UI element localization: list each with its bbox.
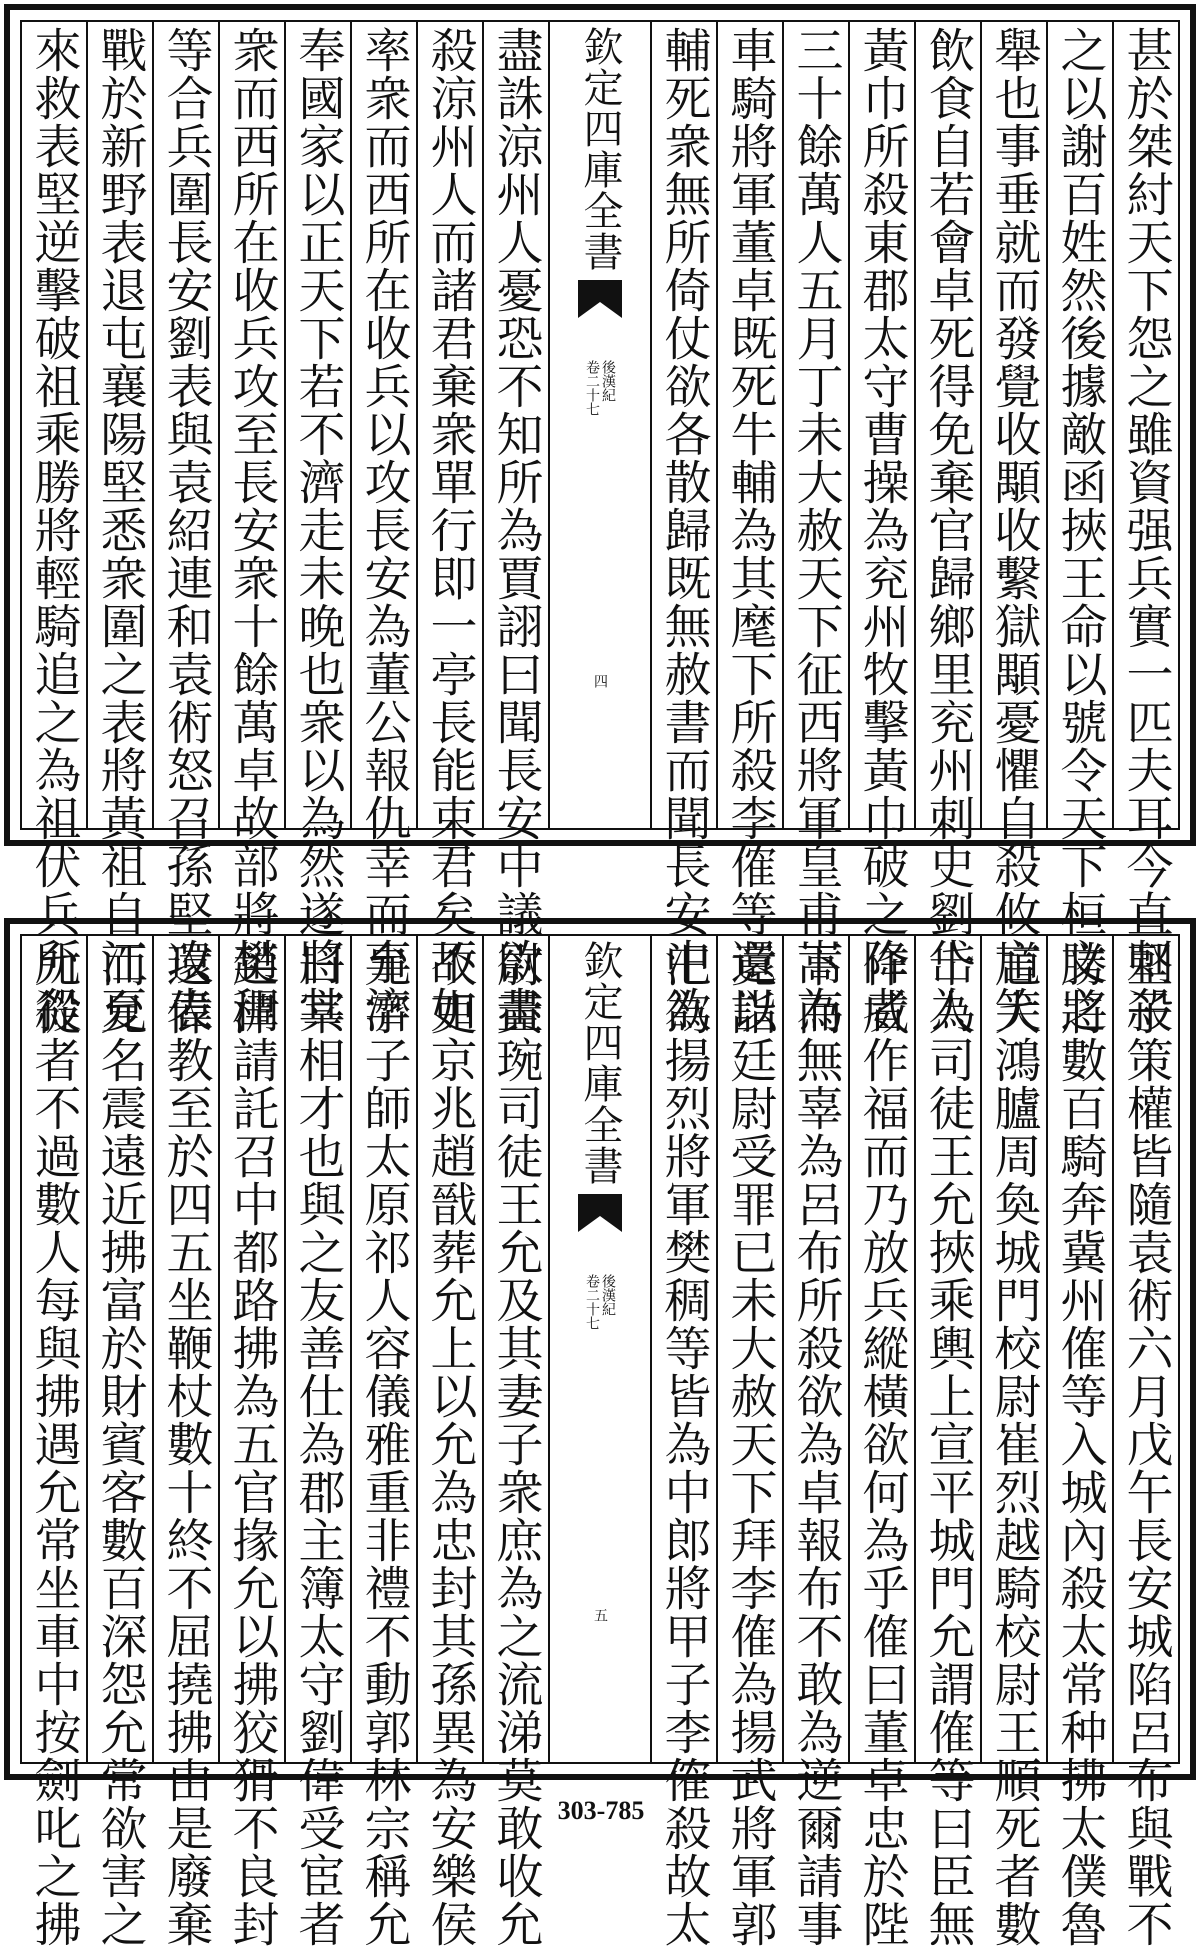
text-column: [716, 936, 782, 1948]
column-text: 輔死衆無所倚仗欲各散歸既無赦書而聞長安中欲: [656, 26, 712, 1034]
fishtail-mark-icon: [576, 280, 624, 320]
text-column: [848, 936, 914, 1948]
spine-title: 欽定四庫全書: [577, 26, 623, 272]
text-column: [482, 936, 548, 1948]
center-fold-spine: [548, 936, 650, 1762]
text-column: [716, 22, 782, 1034]
column-text: 曰宰相才也與之友善仕為郡主簿太守劉偉受宦者: [290, 940, 346, 1948]
column-text: 車騎將軍董卓既死牛輔為其麾下所殺李傕等還以: [722, 26, 778, 1034]
text-column: [1046, 936, 1112, 1948]
center-fold-spine: [548, 22, 650, 828]
text-column: [650, 22, 716, 1034]
text-column: [482, 22, 548, 1034]
spine-book: 後漢紀: [600, 1274, 616, 1316]
text-column: [350, 936, 416, 1948]
text-column: [650, 936, 716, 1948]
text-column: [22, 936, 86, 1948]
text-column: [218, 936, 284, 1948]
text-column: [914, 22, 980, 1034]
spine-folio: 四: [592, 674, 608, 688]
column-text: 黃巾所殺東郡太守曹操為兖州牧擊黃巾破之降者: [854, 26, 910, 1034]
spine-volume: 卷二十七: [584, 360, 600, 416]
column-text: 尉黃琬司徒王允及其妻子衆庶為之流涕莫敢收允: [488, 940, 544, 1948]
column-text: 允從者不過數人每與拂遇允常坐車中按劍叱之拂: [26, 940, 82, 1948]
text-column: [152, 22, 218, 1034]
text-column: [284, 22, 350, 1034]
text-column: [1046, 22, 1112, 1034]
column-text: 十人司徒王允挾乘輿上宣平城門允謂傕等曰臣無: [920, 940, 976, 1948]
spine-meta: [585, 360, 615, 416]
text-column: [152, 936, 218, 1948]
column-text: 竟詣廷尉受罪已未大赦天下拜李傕為揚武將軍郭: [722, 940, 778, 1948]
column-text: 衆而西所在收兵攻至長安衆十餘萬卓故部將樊稠: [224, 26, 280, 1034]
column-text: 作威作福而乃放兵縱橫欲何為乎傕曰董卓忠於陛: [854, 940, 910, 1948]
text-column: [22, 22, 86, 1034]
text-column: [218, 22, 284, 1034]
column-text: 來救表堅逆擊破祖乘勝將輕騎追之為祖伏兵所殺: [26, 26, 82, 1034]
column-text: 飲食自若會卓死得免棄官歸鄉里兖州刺史劉岱為: [920, 26, 976, 1034]
page-top-frame: [20, 20, 1180, 1034]
column-text: 奉國家以正天下若不濟走未晚也衆以為然遂將其: [290, 26, 346, 1034]
column-text: 趙津請託召中都路拂為五官掾允以拂狡猾不良封: [224, 940, 280, 1948]
column-text: 汜為揚烈將軍樊稠等皆為中郎將甲子李傕殺故太: [656, 940, 712, 1948]
column-text: 甚於桀紂天下怨之雖資强兵實一匹夫耳今直刺殺: [1118, 26, 1174, 1034]
column-text: 之以謝百姓然後據敵函挾王命以號令天下桓文之: [1052, 26, 1108, 1034]
text-column: [848, 22, 914, 1034]
text-column: [284, 936, 350, 1948]
text-column: [350, 22, 416, 1034]
column-text: 舉也事垂就而發覺收顒收繫獄顒憂懼自殺攸言笑: [986, 26, 1042, 1034]
column-text: 馗大鴻臚周奐城門校尉崔烈越騎校尉王順死者數: [986, 940, 1042, 1948]
fishtail-mark-icon: [576, 1194, 624, 1234]
text-column: [1112, 936, 1178, 1948]
text-column: [980, 936, 1046, 1948]
column-text: 率衆而西所在收兵以攻長安為董公報仇幸而事濟: [356, 26, 412, 1034]
column-text: 戰於新野表退屯襄陽堅悉衆圍之表將黃祖自江夏: [92, 26, 148, 1034]
column-text: 等合兵圍長安劉表與袁紹連和袁術怒召孫堅攻表: [158, 26, 214, 1034]
spine-meta: [585, 1274, 615, 1330]
text-column: [782, 22, 848, 1034]
column-text: 還偉教至於四五坐鞭杖數十終不屈撓拂由是廢棄: [158, 940, 214, 1948]
spine-volume: 卷二十七: [584, 1274, 600, 1330]
column-text: 殺涼州人而諸君棄衆單行即一亭長能束君矣不如: [422, 26, 478, 1034]
column-text: 而允名震遠近拂富於財賓客數百深怨允常欲害之: [92, 940, 148, 1948]
column-text: 盡誅涼州人憂恐不知所為賈詡曰聞長安中議欲盡: [488, 26, 544, 1034]
text-column: [86, 936, 152, 1948]
column-text: 故吏京兆趙戩葬允上以允為忠封其孫異為安樂侯: [422, 940, 478, 1948]
column-text: 下而無辜為呂布所殺欲為卓報布不敢為逆爾請事: [788, 940, 844, 1948]
text-column: [782, 936, 848, 1948]
column-text: 堅子策權皆隨袁術六月戊午長安城陷呂布與戰不: [1118, 940, 1174, 1948]
page-number-footer: 303-785: [557, 1796, 645, 1825]
text-column: [416, 936, 482, 1948]
page-top: [4, 4, 1196, 1034]
text-column: [86, 22, 152, 1034]
spine-folio: 五: [592, 1608, 608, 1622]
text-column: [914, 936, 980, 1948]
column-text: 三十餘萬人五月丁未大赦天下征西將軍皇甫嵩為: [788, 26, 844, 1034]
spine-title: 欽定四庫全書: [577, 940, 623, 1186]
text-column: [1112, 22, 1178, 1034]
text-column: [980, 22, 1046, 1034]
column-text: 允字子師太原祁人容儀雅重非禮不動郭林宗稱允: [356, 940, 412, 1948]
text-column: [416, 22, 482, 1034]
spine-book: 後漢紀: [600, 360, 616, 402]
column-text: 勝將數百騎奔冀州傕等入城內殺太常种拂太僕魯: [1052, 940, 1108, 1948]
